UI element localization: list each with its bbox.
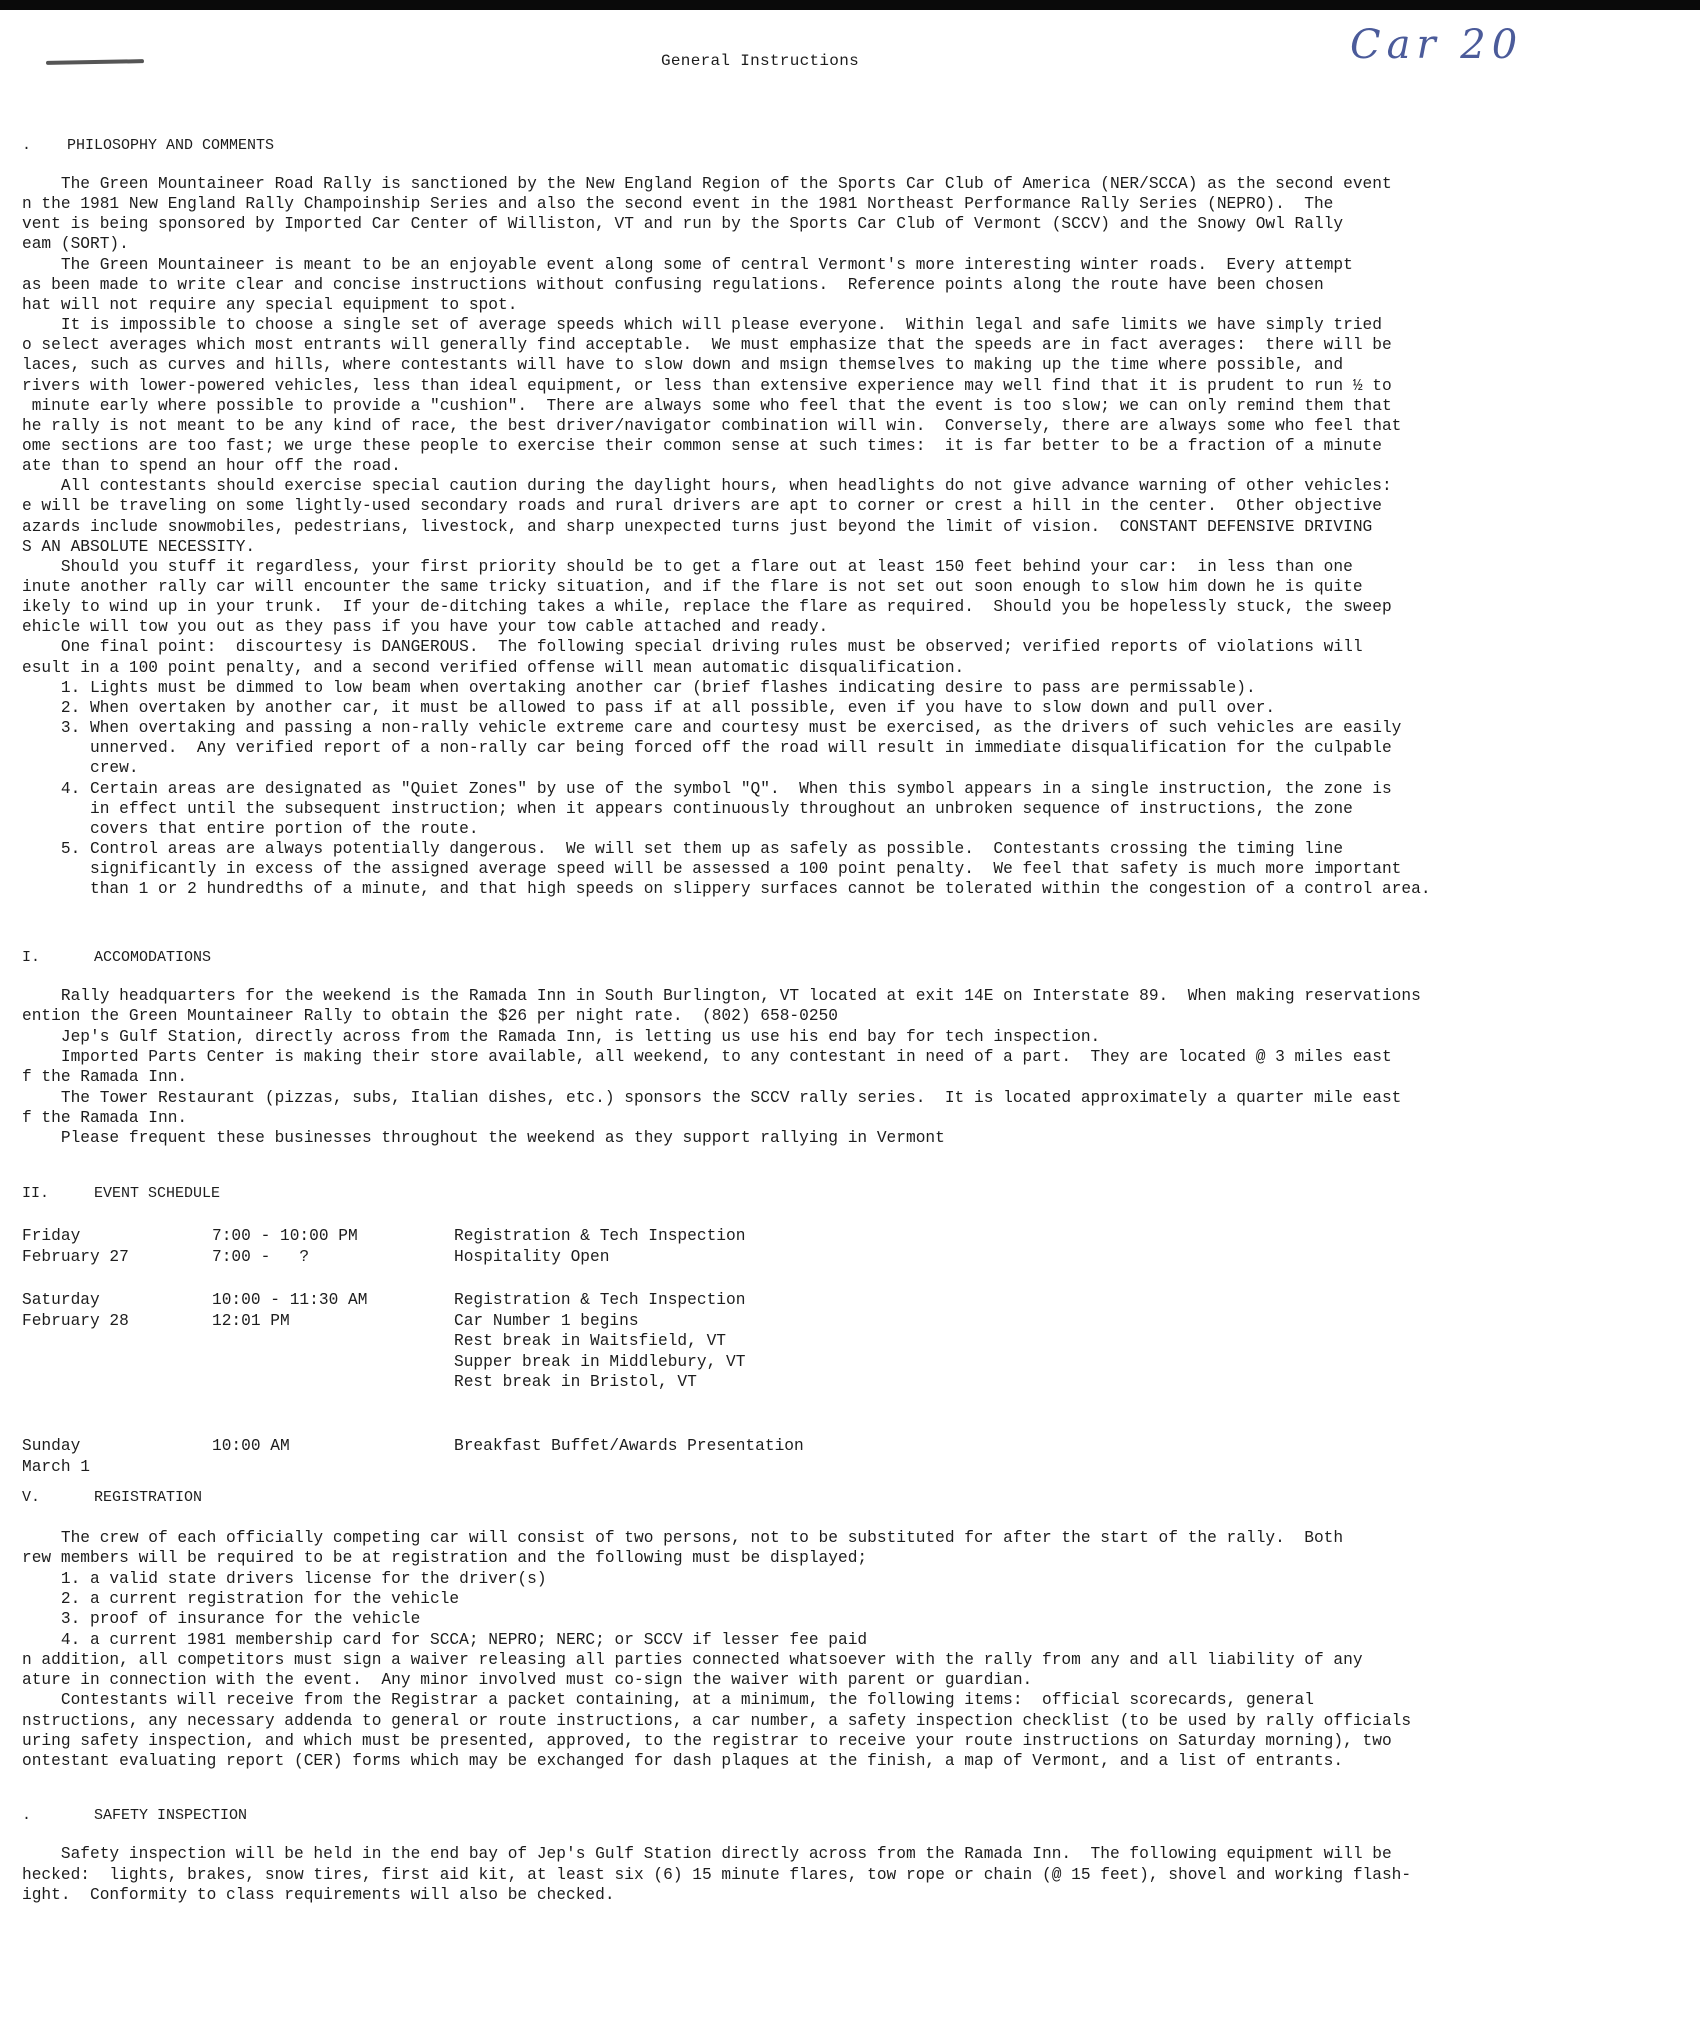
schedule-event: Registration & Tech Inspection — [454, 1291, 746, 1309]
registration-heading: V. REGISTRATION — [22, 1489, 203, 1506]
schedule-day: February 27 — [22, 1247, 129, 1266]
schedule-time: 10:00 AM — [212, 1437, 290, 1455]
registration-line: nstructions, any necessary addenda to general or route instructions, a car number, a safety inspection checklist (to be used by rally officials — [22, 1711, 1412, 1730]
registration-line: ature in connection with the event. Any minor involved must co-sign the waiver with parent or guardian. — [22, 1671, 1033, 1690]
philosophy-line: e will be traveling on some lightly-used secondary roads and rural drivers are apt to corner or crest a hill in the center. Other objective — [22, 497, 1382, 516]
philosophy-line: crew. — [22, 759, 139, 778]
schedule-day: Friday — [22, 1227, 81, 1245]
philosophy-line: 3. When overtaking and passing a non-rally vehicle extreme care and courtesy must be exercised, as the drivers of such vehicles are easily — [22, 719, 1402, 738]
schedule-event: Rest break in Waitsfield, VT — [454, 1332, 726, 1350]
accommodations-line: f the Ramada Inn. — [22, 1068, 188, 1087]
schedule-day: Sunday — [22, 1437, 81, 1455]
safety-heading: . SAFETY INSPECTION — [22, 1807, 248, 1824]
philosophy-line: 4. Certain areas are designated as "Quiet Zones" by use of the symbol "Q". When this symbol appears in a single instruction, the zone is — [22, 779, 1392, 798]
schedule-event: Car Number 1 begins — [454, 1311, 639, 1330]
registration-line: n addition, all competitors must sign a waiver releasing all parties connected whatsoever with the rally from any and all liability of any — [22, 1650, 1363, 1669]
philosophy-line: Should you stuff it regardless, your first priority should be to get a flare out at least 150 feet behind your car: in less than one — [22, 557, 1353, 576]
philosophy-line: One final point: discourtesy is DANGEROUS. The following special driving rules must be observed; verified reports of violations will — [22, 638, 1363, 657]
registration-line: Contestants will receive from the Registrar a packet containing, at a minimum, the following items: official scorecards, general — [22, 1691, 1314, 1710]
philosophy-line: covers that entire portion of the route. — [22, 819, 479, 838]
philosophy-line: he rally is not meant to be any kind of race, the best driver/navigator combination will win. Conversely, there are always some who feel that — [22, 416, 1402, 435]
philosophy-line: rivers with lower-powered vehicles, less than ideal equipment, or less than extensive experience may well find that it is prudent to run ½ to — [22, 376, 1392, 395]
schedule-event: Hospitality Open — [454, 1247, 610, 1266]
philosophy-line: laces, such as curves and hills, where contestants will have to slow down and msign themselves to making up the time where possible, and — [22, 356, 1344, 375]
philosophy-line: as been made to write clear and concise instructions without confusing regulations. Reference points along the route have been chosen — [22, 275, 1324, 294]
philosophy-line: S AN ABSOLUTE NECESSITY. — [22, 537, 256, 556]
schedule-event: Breakfast Buffet/Awards Presentation — [454, 1437, 804, 1455]
registration-line: 1. a valid state drivers license for the driver(s) — [22, 1569, 547, 1588]
philosophy-line: vent is being sponsored by Imported Car Center of Williston, VT and run by the Sports Car Club of Vermont (SCCV) and the Snowy Owl Rally — [22, 215, 1344, 234]
philosophy-line: ikely to wind up in your trunk. If your de-ditching takes a while, replace the flare as required. Should you be hopelessly stuck, the sweep — [22, 598, 1392, 617]
schedule-day: Saturday — [22, 1291, 100, 1309]
schedule-time: 12:01 PM — [212, 1311, 290, 1330]
registration-line: uring safety inspection, and which must be presented, approved, to the registrar to receive your route instructions on Saturday morning), two — [22, 1732, 1392, 1750]
accommodations-line: f the Ramada Inn. — [22, 1108, 188, 1127]
accommodations-line: Rally headquarters for the weekend is the Ramada Inn in South Burlington, VT located at exit 14E on Interstate 89. When making reservations — [22, 987, 1421, 1005]
registration-line: 2. a current registration for the vehicle — [22, 1589, 460, 1608]
registration-line: The crew of each officially competing car will consist of two persons, not to be substituted for after the start of the rally. Both — [22, 1529, 1344, 1547]
philosophy-line: It is impossible to choose a single set of average speeds which will please everyone. Within legal and safe limits we have simply tried — [22, 316, 1382, 335]
accommodations-line: Please frequent these businesses throughout the weekend as they support rallying in Vermont — [22, 1129, 945, 1148]
philosophy-line: ate than to spend an hour off the road. — [22, 457, 401, 476]
page-title: General Instructions — [660, 52, 860, 70]
schedule-time: 7:00 - ? — [212, 1247, 310, 1266]
schedule-time: 10:00 - 11:30 AM — [212, 1291, 368, 1309]
handwritten-car-number: Car 20 — [1350, 22, 1524, 68]
philosophy-line: The Green Mountaineer is meant to be an enjoyable event along some of central Vermont's more interesting winter roads. Every attempt — [22, 255, 1353, 274]
registration-line: 3. proof of insurance for the vehicle — [22, 1610, 421, 1629]
accommodations-line: Jep's Gulf Station, directly across from the Ramada Inn, is letting us use his end bay for tech inspection. — [22, 1027, 1101, 1046]
philosophy-line: eam (SORT). — [22, 235, 129, 254]
safety-line: hecked: lights, brakes, snow tires, first aid kit, at least six (6) 15 minute flares, tow rope or chain (@ 15 feet), shovel and working flash- — [22, 1865, 1412, 1884]
accommodations-line: Imported Parts Center is making their store available, all weekend, to any contestant in need of a part. They are located @ 3 miles east — [22, 1047, 1392, 1066]
schedule-day: March 1 — [22, 1457, 90, 1476]
accommodations-line: The Tower Restaurant (pizzas, subs, Italian dishes, etc.) sponsors the SCCV rally series. It is located approximately a quarter mile east — [22, 1088, 1402, 1107]
registration-line: ontestant evaluating report (CER) forms which may be exchanged for dash plaques at the finish, a map of Vermont, and a list of entrants. — [22, 1752, 1344, 1771]
schedule-event: Rest break in Bristol, VT — [454, 1373, 697, 1391]
schedule-heading: II. EVENT SCHEDULE — [22, 1185, 221, 1202]
philosophy-line: hat will not require any special equipment to spot. — [22, 295, 518, 314]
philosophy-line: minute early where possible to provide a "cushion". There are always some who feel that the event is too slow; we can only remind them that — [22, 396, 1392, 415]
accommodations-heading: I. ACCOMODATIONS — [22, 949, 212, 966]
philosophy-line: inute another rally car will encounter the same tricky situation, and if the flare is not set out soon enough to slow him down he is quite — [22, 578, 1363, 596]
philosophy-line: in effect until the subsequent instruction; when it appears continuously throughout an unbroken sequence of instructions, the zone — [22, 799, 1353, 818]
philosophy-line: ehicle will tow you out as they pass if you have your tow cable attached and ready. — [22, 618, 829, 637]
philosophy-line: The Green Mountaineer Road Rally is sanctioned by the New England Region of the Sports Car Club of America (NER/SCCA) as the second event — [22, 175, 1392, 193]
philosophy-line: esult in a 100 point penalty, and a second verified offense will mean automatic disqualification. — [22, 658, 965, 677]
philosophy-line: All contestants should exercise special caution during the daylight hours, when headlights do not give advance warning of other vehicles: — [22, 477, 1392, 496]
registration-line: 4. a current 1981 membership card for SCCA; NEPRO; NERC; or SCCV if lesser fee paid — [22, 1630, 868, 1649]
philosophy-line: than 1 or 2 hundredths of a minute, and that high speeds on slippery surfaces cannot be tolerated within the congestion of a control area. — [22, 880, 1431, 899]
safety-line: ight. Conformity to class requirements will also be checked. — [22, 1886, 615, 1904]
philosophy-line: 1. Lights must be dimmed to low beam when overtaking another car (brief flashes indicating desire to pass are permissable). — [22, 678, 1256, 697]
schedule-day: February 28 — [22, 1311, 129, 1330]
schedule-time: 7:00 - 10:00 PM — [212, 1227, 358, 1245]
schedule-event: Supper break in Middlebury, VT — [454, 1352, 746, 1371]
safety-line: Safety inspection will be held in the end bay of Jep's Gulf Station directly across from the Ramada Inn. The following equipment will be — [22, 1845, 1392, 1863]
philosophy-line: 5. Control areas are always potentially dangerous. We will set them up as safely as possible. Contestants crossing the timing line — [22, 839, 1344, 858]
philosophy-line: azards include snowmobiles, pedestrians, livestock, and sharp unexpected turns just beyond the limit of vision. CONSTANT DEFENSIVE DRIVING — [22, 517, 1373, 536]
philosophy-line: o select averages which most entrants will generally find acceptable. We must emphasize that the speeds are in fact averages: there will be — [22, 336, 1392, 355]
philosophy-heading: . PHILOSOPHY AND COMMENTS — [22, 137, 275, 154]
scan-top-edge — [0, 0, 1700, 10]
philosophy-line: unnerved. Any verified report of a non-rally car being forced off the road will result in immediate disqualification for the culpable — [22, 739, 1392, 758]
schedule-event: Registration & Tech Inspection — [454, 1227, 746, 1245]
registration-line: rew members will be required to be at registration and the following must be displayed; — [22, 1549, 868, 1568]
accommodations-line: ention the Green Mountaineer Rally to obtain the $26 per night rate. (802) 658-0250 — [22, 1007, 838, 1026]
philosophy-line: significantly in excess of the assigned average speed will be assessed a 100 point penalty. We feel that safety is much more important — [22, 860, 1402, 879]
philosophy-line: n the 1981 New England Rally Champoinship Series and also the second event in the 1981 Northeast Performance Rally Series (NEPRO). The — [22, 195, 1334, 214]
philosophy-line: ome sections are too fast; we urge these people to exercise their common sense at such times: it is far better to be a fraction of a minute — [22, 436, 1382, 455]
philosophy-line: 2. When overtaken by another car, it must be allowed to pass if at all possible, even if you have to slow down and pull over. — [22, 698, 1276, 717]
